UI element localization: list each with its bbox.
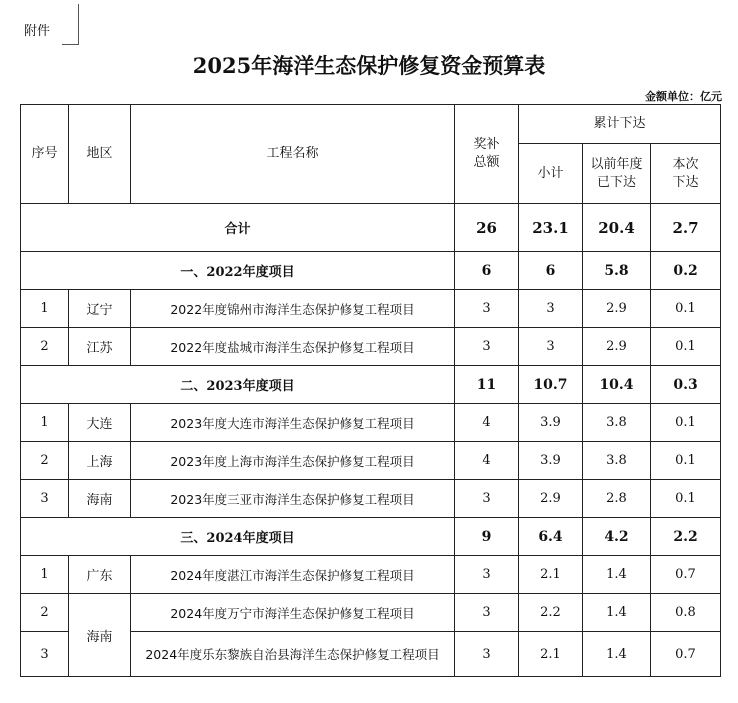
row-previous: 2.9 (583, 290, 651, 328)
section-subtotal: 6 (519, 252, 583, 290)
row-award: 3 (455, 594, 519, 632)
row-region: 辽宁 (69, 290, 131, 328)
table-row (21, 594, 721, 632)
row-seq: 2 (21, 442, 69, 480)
header-subtotal: 小计 (519, 144, 583, 204)
section-previous: 10.4 (583, 366, 651, 404)
header-cumulative: 累计下达 (519, 105, 721, 144)
row-region: 海南 (69, 594, 131, 677)
section-award: 6 (455, 252, 519, 290)
row-current: 0.1 (651, 480, 721, 518)
header-current: 本次 下达 (651, 144, 721, 204)
total-row (21, 204, 721, 252)
row-project-name: 2023年度三亚市海洋生态保护修复工程项目 (131, 480, 455, 518)
section-subtotal: 10.7 (519, 366, 583, 404)
section-subtotal: 6.4 (519, 518, 583, 556)
header-previous: 以前年度 已下达 (583, 144, 651, 204)
header-project: 工程名称 (131, 105, 455, 204)
section-row (21, 518, 721, 556)
total-subtotal: 23.1 (519, 204, 583, 252)
row-project-name: 2022年度锦州市海洋生态保护修复工程项目 (131, 290, 455, 328)
section-award: 11 (455, 366, 519, 404)
row-seq: 1 (21, 556, 69, 594)
row-subtotal: 2.9 (519, 480, 583, 518)
row-project-name: 2022年度盐城市海洋生态保护修复工程项目 (131, 328, 455, 366)
total-previous: 20.4 (583, 204, 651, 252)
row-previous: 1.4 (583, 556, 651, 594)
row-current: 0.1 (651, 328, 721, 366)
section-previous: 4.2 (583, 518, 651, 556)
section-row (21, 366, 721, 404)
row-subtotal: 2.1 (519, 632, 583, 677)
row-award: 3 (455, 556, 519, 594)
row-subtotal: 3.9 (519, 442, 583, 480)
row-previous: 2.9 (583, 328, 651, 366)
row-project-name: 2024年度湛江市海洋生态保护修复工程项目 (131, 556, 455, 594)
row-seq: 2 (21, 328, 69, 366)
row-current: 0.7 (651, 556, 721, 594)
table-row (21, 404, 721, 442)
row-subtotal: 2.2 (519, 594, 583, 632)
row-current: 0.7 (651, 632, 721, 677)
row-subtotal: 3 (519, 328, 583, 366)
row-current: 0.8 (651, 594, 721, 632)
row-award: 4 (455, 442, 519, 480)
row-subtotal: 3 (519, 290, 583, 328)
section-label: 二、2023年度项目 (21, 366, 455, 404)
row-previous: 1.4 (583, 594, 651, 632)
section-current: 2.2 (651, 518, 721, 556)
row-award: 3 (455, 480, 519, 518)
table-row (21, 328, 721, 366)
row-award: 3 (455, 328, 519, 366)
row-region: 海南 (69, 480, 131, 518)
row-subtotal: 2.1 (519, 556, 583, 594)
row-project-name: 2024年度万宁市海洋生态保护修复工程项目 (131, 594, 455, 632)
row-region: 大连 (69, 404, 131, 442)
row-region: 上海 (69, 442, 131, 480)
budget-table (20, 104, 721, 677)
section-label: 三、2024年度项目 (21, 518, 455, 556)
table-row (21, 442, 721, 480)
row-current: 0.1 (651, 442, 721, 480)
row-seq: 3 (21, 480, 69, 518)
row-region: 江苏 (69, 328, 131, 366)
header-region: 地区 (69, 105, 131, 204)
row-previous: 3.8 (583, 442, 651, 480)
section-row (21, 252, 721, 290)
row-previous: 1.4 (583, 632, 651, 677)
row-seq: 1 (21, 404, 69, 442)
total-current: 2.7 (651, 204, 721, 252)
row-region: 广东 (69, 556, 131, 594)
row-subtotal: 3.9 (519, 404, 583, 442)
row-project-name: 2024年度乐东黎族自治县海洋生态保护修复工程项目 (131, 632, 455, 677)
section-previous: 5.8 (583, 252, 651, 290)
row-previous: 2.8 (583, 480, 651, 518)
row-project-name: 2023年度大连市海洋生态保护修复工程项目 (131, 404, 455, 442)
header-award-total: 奖补 总额 (455, 105, 519, 204)
corner-mark (62, 4, 79, 45)
section-current: 0.3 (651, 366, 721, 404)
row-award: 4 (455, 404, 519, 442)
row-current: 0.1 (651, 404, 721, 442)
row-award: 3 (455, 632, 519, 677)
header-seq: 序号 (21, 105, 69, 204)
section-award: 9 (455, 518, 519, 556)
row-previous: 3.8 (583, 404, 651, 442)
table-row (21, 480, 721, 518)
row-seq: 1 (21, 290, 69, 328)
table-row (21, 556, 721, 594)
total-label: 合计 (21, 204, 455, 252)
row-seq: 3 (21, 632, 69, 677)
row-seq: 2 (21, 594, 69, 632)
section-label: 一、2022年度项目 (21, 252, 455, 290)
table-row (21, 290, 721, 328)
unit-label: 金额单位：亿元 (645, 90, 722, 103)
row-current: 0.1 (651, 290, 721, 328)
page-title: 2025年海洋生态保护修复资金预算表 (192, 53, 546, 78)
row-award: 3 (455, 290, 519, 328)
row-project-name: 2023年度上海市海洋生态保护修复工程项目 (131, 442, 455, 480)
section-current: 0.2 (651, 252, 721, 290)
attachment-label: 附件 (24, 24, 51, 39)
total-award: 26 (455, 204, 519, 252)
